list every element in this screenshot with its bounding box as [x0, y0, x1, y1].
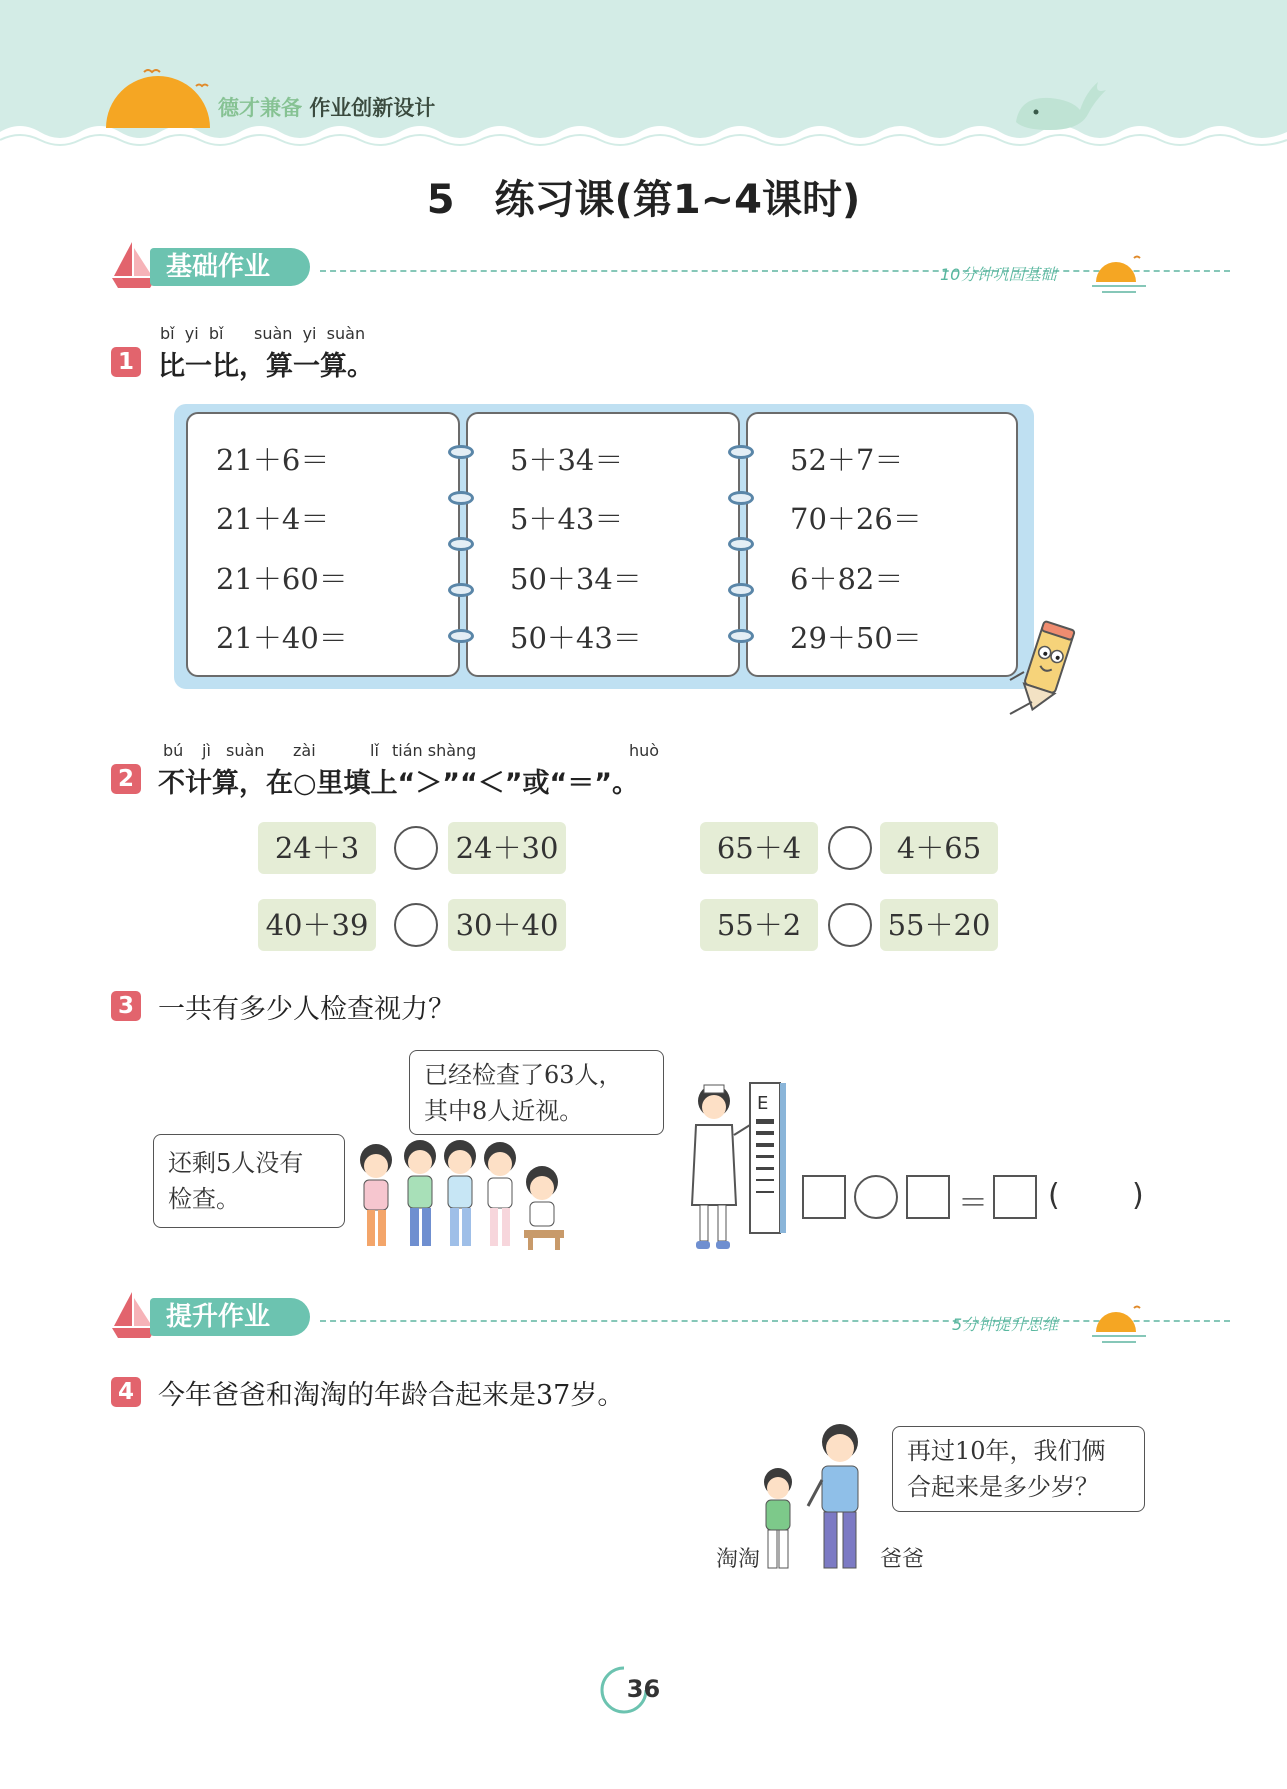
- q2-text: 不计算，在○里填上“＞”“＜”或“＝”。: [158, 768, 640, 799]
- label-taotao: 淘淘: [716, 1547, 761, 1572]
- ring-icon: [448, 583, 474, 597]
- q2-pinyin: bú: [163, 741, 184, 760]
- answer-box[interactable]: [993, 1175, 1037, 1219]
- compare-answer-circle[interactable]: [828, 903, 872, 947]
- sun-logo-icon: [104, 66, 214, 130]
- equation: 50＋34＝: [510, 562, 642, 596]
- q2-pinyin: zài: [293, 741, 316, 760]
- section-note-advanced: 5分钟提升思维: [952, 1315, 1059, 1334]
- answer-box[interactable]: [802, 1175, 846, 1219]
- compare-expression: 55＋20: [880, 899, 998, 951]
- equation: 21＋6＝: [216, 443, 330, 477]
- equation: 21＋40＝: [216, 621, 348, 655]
- equals-sign: ＝: [958, 1186, 988, 1221]
- ring-icon: [728, 491, 754, 505]
- ring-icon: [448, 445, 474, 459]
- page-number: 36: [626, 1675, 661, 1703]
- sunset-icon: [1090, 1300, 1150, 1348]
- paren-open: (: [1048, 1178, 1060, 1213]
- q1-text: 比一比，算一算。: [158, 351, 374, 382]
- section-label: 提升作业: [166, 1302, 271, 1332]
- q2-pinyin: jì: [202, 741, 211, 760]
- bubble-line: 再过10年，我们俩: [907, 1437, 1106, 1465]
- equation: 52＋7＝: [790, 443, 904, 477]
- children-group-illustration: [352, 1132, 582, 1257]
- compare-expression: 4＋65: [880, 822, 998, 874]
- compare-expression: 40＋39: [258, 899, 376, 951]
- equation: 5＋43＝: [510, 502, 624, 536]
- bubble-line: 其中8人近视。: [424, 1097, 584, 1125]
- label-dad: 爸爸: [880, 1547, 925, 1572]
- q2-number: 2: [111, 764, 141, 794]
- compare-answer-circle[interactable]: [394, 826, 438, 870]
- equation: 29＋50＝: [790, 621, 922, 655]
- brand-title: [218, 92, 435, 122]
- q2-pinyin: lǐ: [370, 741, 379, 760]
- ring-icon: [448, 629, 474, 643]
- brand-part2: 作业创新设计: [309, 96, 436, 120]
- ring-icon: [448, 491, 474, 505]
- pencil-mascot-icon: [1002, 618, 1092, 718]
- speech-bubble-children: [153, 1134, 345, 1228]
- speech-bubble-dad: [892, 1426, 1145, 1512]
- bubble-line: 合起来是多少岁？: [907, 1473, 1099, 1501]
- equation: 6＋82＝: [790, 562, 904, 596]
- ring-icon: [448, 537, 474, 551]
- answer-box[interactable]: [906, 1175, 950, 1219]
- ring-icon: [728, 629, 754, 643]
- equation: 70＋26＝: [790, 502, 922, 536]
- ring-icon: [728, 537, 754, 551]
- equation: 21＋4＝: [216, 502, 330, 536]
- brand-part1: 德才兼备: [218, 96, 302, 120]
- equation: 50＋43＝: [510, 621, 642, 655]
- q4-number: 4: [111, 1377, 141, 1407]
- section-label: 基础作业: [166, 252, 271, 282]
- paren-close: ): [1132, 1178, 1144, 1213]
- q2-pinyin: suàn: [226, 741, 265, 760]
- compare-answer-circle[interactable]: [828, 826, 872, 870]
- whale-icon: [1010, 74, 1110, 134]
- q3-number: 3: [111, 991, 141, 1021]
- equation: 21＋60＝: [216, 562, 348, 596]
- ring-icon: [728, 445, 754, 459]
- dad-and-child-illustration: [748, 1420, 888, 1580]
- section-note-basic: 10分钟巩固基础: [940, 265, 1057, 284]
- speech-bubble-doctor: [409, 1050, 664, 1135]
- compare-expression: 55＋2: [700, 899, 818, 951]
- page-title: 5 练习课(第1~4课时): [426, 177, 861, 223]
- compare-answer-circle[interactable]: [394, 903, 438, 947]
- equation: 5＋34＝: [510, 443, 624, 477]
- compare-expression: 65＋4: [700, 822, 818, 874]
- q4-text: 今年爸爸和淘淘的年龄合起来是37岁。: [158, 1380, 625, 1411]
- svg-text:E: E: [757, 1093, 769, 1114]
- q1-pinyin: bǐ yi bǐ suàn yi suàn: [160, 324, 366, 343]
- bubble-line: 还剩5人没有: [168, 1149, 304, 1177]
- compare-expression: 24＋30: [448, 822, 566, 874]
- compare-expression: 30＋40: [448, 899, 566, 951]
- operator-answer-circle[interactable]: [854, 1175, 898, 1219]
- q2-pinyin: huò: [629, 741, 660, 760]
- q3-text: 一共有多少人检查视力？: [158, 994, 455, 1025]
- q1-number: 1: [111, 347, 141, 377]
- sunset-icon: [1090, 250, 1150, 298]
- bubble-line: 已经检查了63人，: [424, 1061, 623, 1089]
- q2-pinyin: tián shàng: [392, 741, 477, 760]
- doctor-eye-chart-illustration: [684, 1075, 788, 1255]
- bubble-line: 检查。: [168, 1185, 240, 1213]
- compare-expression: 24＋3: [258, 822, 376, 874]
- ring-icon: [728, 583, 754, 597]
